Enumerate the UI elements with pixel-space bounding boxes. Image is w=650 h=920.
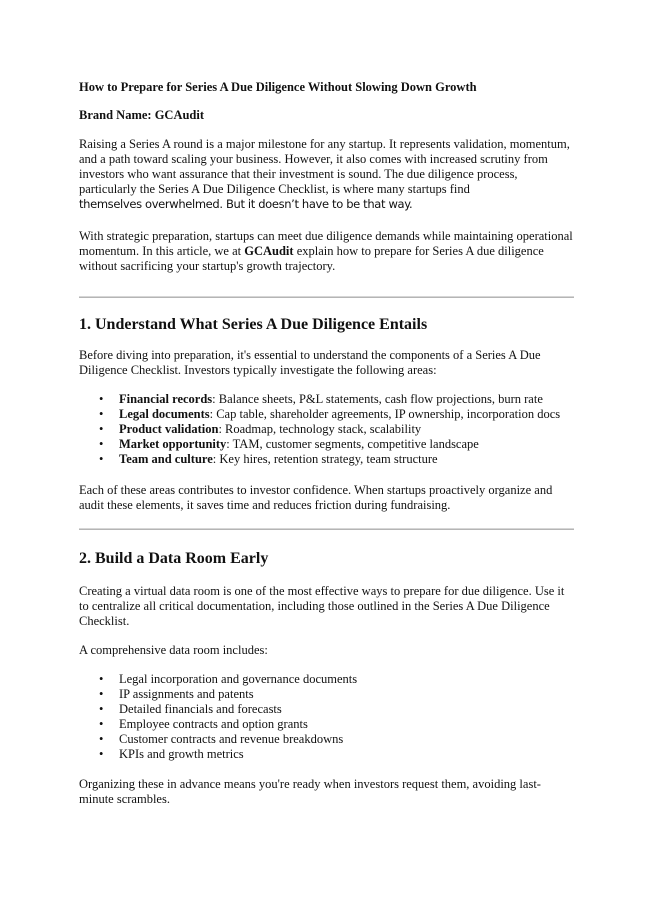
intro-paragraph-1-tail: themselves overwhelmed. But it doesn’t have to be that way. (79, 197, 413, 211)
bullet-icon: • (99, 392, 104, 406)
document-body (79, 80, 574, 807)
brand-name: Brand Name: GCAudit (79, 108, 205, 122)
list-item (79, 437, 574, 452)
section-2-intro: Creating a virtual data room is one of the most effective ways to prepare for due diligence. Use it to centralize all critical documentation, including those outlined in the Series A Due Diligence Checklist. (79, 584, 565, 628)
list-item-term: Team and culture (119, 452, 213, 466)
brand-inline: GCAudit (244, 244, 294, 258)
section-divider (79, 296, 574, 298)
bullet-icon: • (99, 732, 104, 746)
bullet-icon: • (99, 702, 104, 716)
document-title: How to Prepare for Series A Due Diligence Without Slowing Down Growth (79, 80, 477, 94)
list-item-term: Market opportunity (119, 437, 227, 451)
list-item-text: Customer contracts and revenue breakdowns (119, 732, 344, 746)
list-item (79, 747, 574, 762)
section-1-closing: Each of these areas contributes to investor confidence. When startups proactively organize and audit these elements, it saves time and reduces friction during fundraising. (79, 483, 553, 512)
section-2-closing: Organizing these in advance means you're ready when investors request them, avoiding last-minute scrambles. (79, 777, 541, 806)
list-item-text: KPIs and growth metrics (119, 747, 244, 761)
section-2-list (79, 672, 574, 762)
list-item (79, 717, 574, 732)
intro-paragraph-2-text-b: explain how to prepare for Series A due diligence without sacrificing your startup's growth trajectory. (79, 244, 544, 273)
section-1-intro: Before diving into preparation, it's essential to understand the components of a Series A Due Diligence Checklist. Investors typically investigate the following areas: (79, 348, 541, 377)
bullet-icon: • (99, 452, 104, 466)
section-2-lead: A comprehensive data room includes: (79, 643, 268, 657)
intro-paragraph-2-text-a: With strategic preparation, startups can meet due diligence demands while maintaining operational momentum. In this article, we at (79, 229, 573, 258)
list-item (79, 422, 574, 437)
bullet-icon: • (99, 717, 104, 731)
list-item-text: Employee contracts and option grants (119, 717, 308, 731)
list-item (79, 687, 574, 702)
section-1-list (79, 392, 574, 467)
intro-paragraph-1 (79, 137, 574, 212)
list-item (79, 702, 574, 717)
list-item-term: Product validation (119, 422, 219, 436)
list-item-term: Legal documents (119, 407, 210, 421)
section-1-heading: 1. Understand What Series A Due Diligence Entails (79, 316, 428, 333)
bullet-icon: • (99, 687, 104, 701)
list-item (79, 452, 574, 467)
list-item (79, 407, 574, 422)
list-item-description: : Balance sheets, P&L statements, cash flow projections, burn rate (212, 392, 543, 406)
intro-paragraph-2 (79, 229, 574, 274)
list-item-description: : Key hires, retention strategy, team structure (212, 452, 438, 466)
list-item (79, 392, 574, 407)
bullet-icon: • (99, 747, 104, 761)
section-2-heading: 2. Build a Data Room Early (79, 550, 269, 567)
bullet-icon: • (99, 437, 104, 451)
list-item-text: Legal incorporation and governance documents (119, 672, 358, 686)
list-item (79, 672, 574, 687)
intro-paragraph-1-text: Raising a Series A round is a major milestone for any startup. It represents validation, momentum, and a path toward scaling your business. However, it also comes with increased scrutiny from investors who want assurance that their investment is sound. The due diligence process, particularly the Series A Due Diligence Checklist, is where many startups find (79, 137, 570, 196)
list-item-description: : Roadmap, technology stack, scalability (218, 422, 422, 436)
bullet-icon: • (99, 672, 104, 686)
section-divider (79, 528, 574, 530)
list-item-description: : Cap table, shareholder agreements, IP ownership, incorporation docs (209, 407, 561, 421)
bullet-icon: • (99, 407, 104, 421)
list-item-text: IP assignments and patents (119, 687, 254, 701)
list-item (79, 732, 574, 747)
list-item-term: Financial records (119, 392, 213, 406)
list-item-description: : TAM, customer segments, competitive landscape (226, 437, 479, 451)
list-item-text: Detailed financials and forecasts (119, 702, 282, 716)
bullet-icon: • (99, 422, 104, 436)
